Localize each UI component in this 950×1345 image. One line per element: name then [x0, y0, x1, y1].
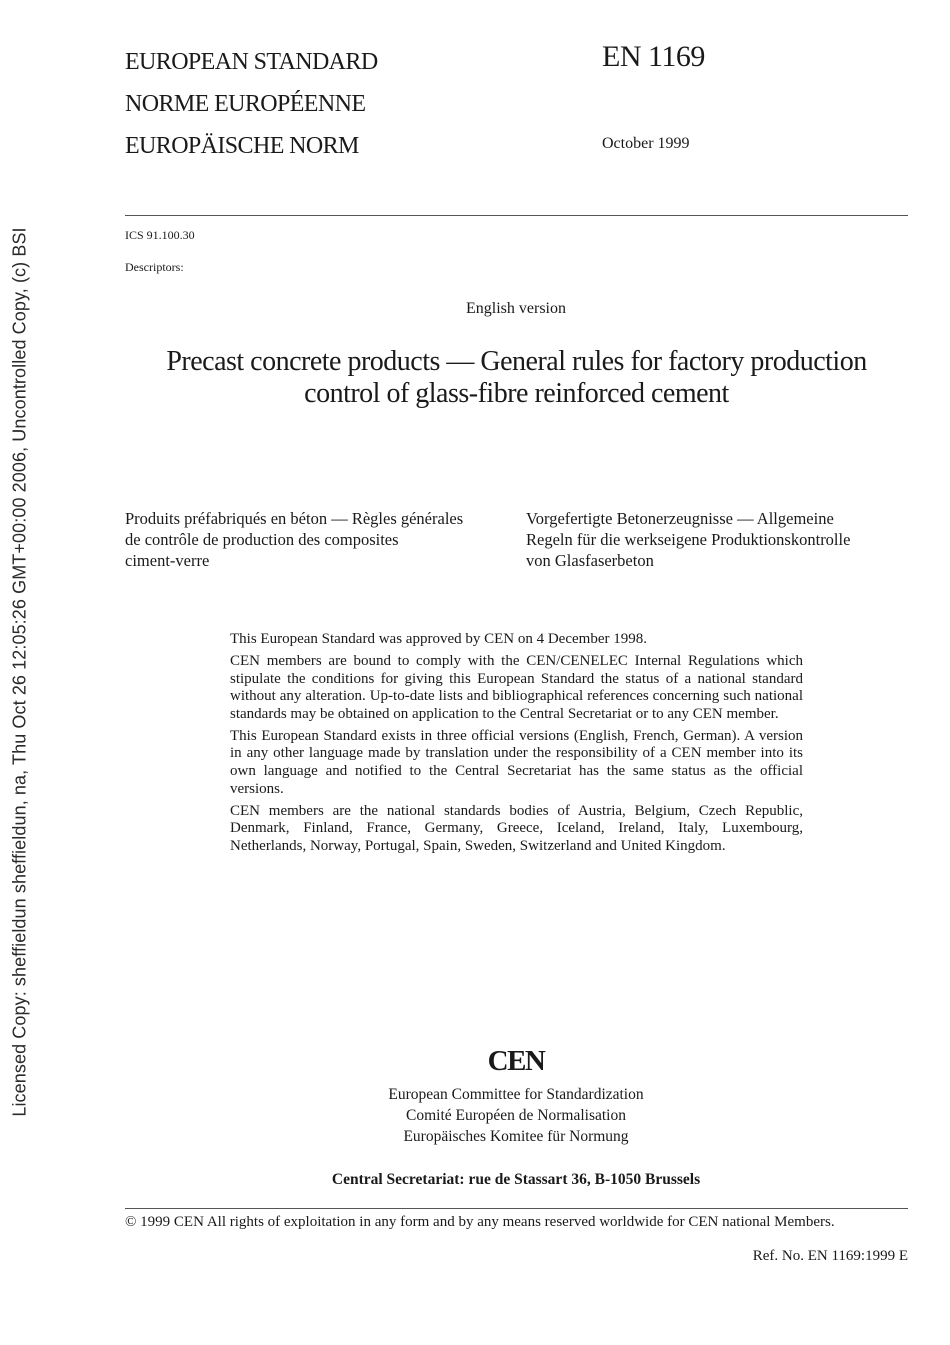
document-title [125, 346, 908, 410]
cen-logo: CEN [487, 1045, 545, 1077]
license-notice-text: Licensed Copy: sheffieldun sheffieldun, na, Thu Oct 26 12:05:26 GMT+00:00 2006, Uncontrolled Copy, (c) BSI [9, 227, 30, 1117]
header-divider [125, 215, 908, 216]
standard-name-german: EUROPÄISCHE NORM [125, 133, 359, 159]
version-label: English version [466, 300, 566, 317]
footer-divider [125, 1208, 908, 1209]
french-title-line-3: ciment-verre [125, 551, 210, 570]
standard-number: EN 1169 [602, 40, 705, 73]
title-line-1: Precast concrete products — General rules for factory production [166, 346, 867, 377]
approval-paragraph: This European Standard was approved by CEN on 4 December 1998. [230, 631, 647, 647]
organization-names [0, 1084, 950, 1147]
secretariat-address: Central Secretariat: rue de Stassart 36, B-1050 Brussels [331, 1171, 701, 1188]
organization-name-french: Comité Européen de Normalisation [406, 1107, 626, 1124]
german-title-line-3: von Glasfaserbeton [526, 551, 654, 570]
german-title-line-2: Regeln für die werkseigene Produktionskontrolle [526, 530, 851, 549]
reference-number: Ref. No. EN 1169:1999 E [752, 1248, 908, 1264]
ics-code: ICS 91.100.30 [125, 228, 195, 242]
title-line-2: control of glass-fibre reinforced cement [304, 378, 729, 409]
organization-name-english: European Committee for Standardization [388, 1086, 644, 1103]
french-title-line-1: Produits préfabriqués en béton — Règles générales [125, 509, 464, 528]
approval-paragraph: This European Standard exists in three official versions (English, French, German). A version in any other language made by translation under the responsibility of a CEN member into its own language and notified to the Central Secretariat has the same status as the official versions. [230, 727, 803, 797]
approval-statement [230, 631, 803, 855]
french-title [125, 508, 505, 571]
publication-date: October 1999 [602, 135, 690, 152]
standard-name-french: NORME EUROPÉENNE [125, 91, 366, 117]
copyright-notice: © 1999 CEN All rights of exploitation in any form and by any means reserved worldwide for CEN national Members. [125, 1214, 835, 1230]
approval-paragraph: CEN members are the national standards bodies of Austria, Belgium, Czech Republic, Denmark, Finland, France, Germany, Greece, Iceland, Ireland, Italy, Luxembourg, Netherlands, Norway, Portugal, Spain, Sweden, Switzerland and United Kingdom. [230, 802, 803, 854]
descriptors-label: Descriptors: [125, 260, 184, 274]
approval-paragraph: CEN members are bound to comply with the CEN/CENELEC Internal Regulations which stipulate the conditions for giving this European Standard the status of a national standard without any alteration. Up-to-date lists and bibliographical references concerning such national standards may be obtained on application to the Central Secretariat or to any CEN member. [230, 652, 803, 722]
german-title-line-1: Vorgefertigte Betonerzeugnisse — Allgemeine [526, 509, 834, 528]
french-title-line-2: de contrôle de production des composites [125, 530, 399, 549]
standard-name-english: EUROPEAN STANDARD [125, 49, 378, 75]
german-title [526, 508, 906, 571]
organization-name-german: Europäisches Komitee für Normung [403, 1128, 629, 1145]
